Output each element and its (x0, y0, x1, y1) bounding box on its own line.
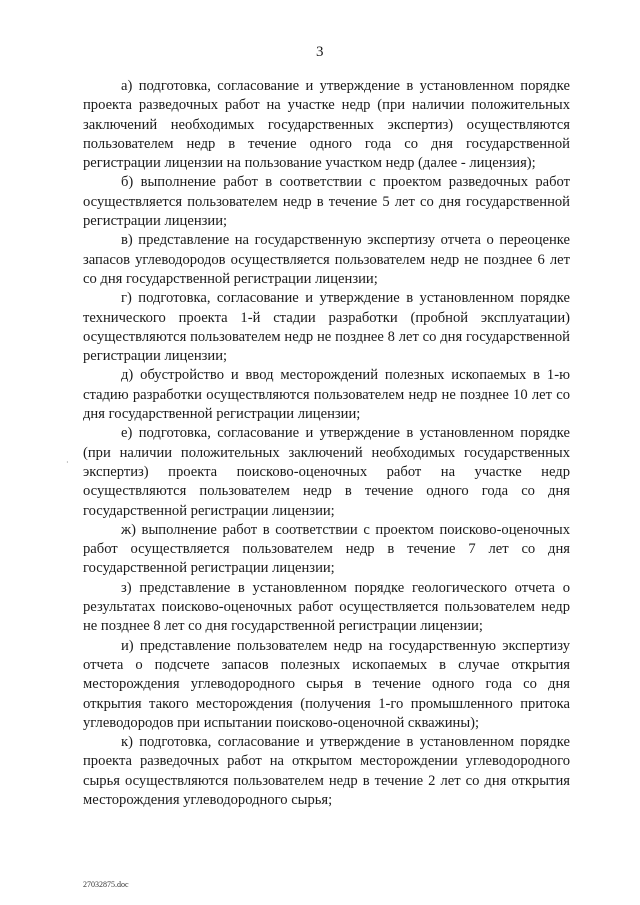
paragraph-v: в) представление на государственную экспертизу отчета о переоценке запасов углеводородов осуществляется пользователем недр не позднее 6 лет со дня государственной регистрации лицензии; (83, 232, 570, 287)
paragraph-g: г) подготовка, согласование и утверждение в установленном порядке технического проекта 1-й стадии разработки (пробной эксплуатации) осуществляются пользователем недр не позднее 8 лет со дня государственной регистрации лицензии; (83, 290, 570, 365)
paragraph-k: к) подготовка, согласование и утверждение в установленном порядке проекта разведочных работ на открытом месторождении углеводородного сырья осуществляются пользователем недр в течение 2 лет со дня открытия месторождения углеводородного сырья; (83, 734, 570, 808)
footer-filename: 27032875.doc (83, 880, 129, 889)
paragraph-e: е) подготовка, согласование и утверждение в установленном порядке (при наличии положительных заключений необходимых государственных экспертиз) проекта поисково-оценочных работ на участке недр осуществляются пользователем недр в течение одного года со дня государственной регистрации лицензии; (83, 425, 570, 519)
document-body (83, 77, 570, 810)
margin-mark: · (66, 458, 69, 467)
page-number: 3 (316, 44, 324, 60)
paragraph-a: а) подготовка, согласование и утверждение в установленном порядке проекта разведочных работ на участке недр (при наличии положительных заключений необходимых государственных экспертиз) осуществляются пользователем недр в течение одного года со дня государственной регистрации лицензии на пользование участком недр (далее - лицензия); (83, 78, 570, 172)
paragraph-zh: ж) выполнение работ в соответствии с проектом поисково-оценочных работ осуществляется пользователем недр в течение 7 лет со дня государственной регистрации лицензии; (83, 521, 570, 577)
paragraph-z: з) представление в установленном порядке геологического отчета о результатах поисково-оценочных работ осуществляется пользователем недр не позднее 8 лет со дня государственной регистрации лицензии; (83, 579, 570, 635)
paragraph-i: и) представление пользователем недр на государственную экспертизу отчета о подсчете запасов полезных ископаемых в случае открытия месторождения углеводородного сырья в течение одного года со дня открытия такого месторождения (получения 1-го промышленного притока углеводородов при испытании поисково-оценочной скважины); (83, 637, 570, 731)
paragraph-d: д) обустройство и ввод месторождений полезных ископаемых в 1-ю стадию разработки осуществляются пользователем недр не позднее 10 лет со дня государственной регистрации лицензии; (83, 367, 570, 423)
paragraph-b: б) выполнение работ в соответствии с проектом разведочных работ осуществляется пользователем недр в течение 5 лет со дня государственной регистрации лицензии; (83, 174, 570, 230)
